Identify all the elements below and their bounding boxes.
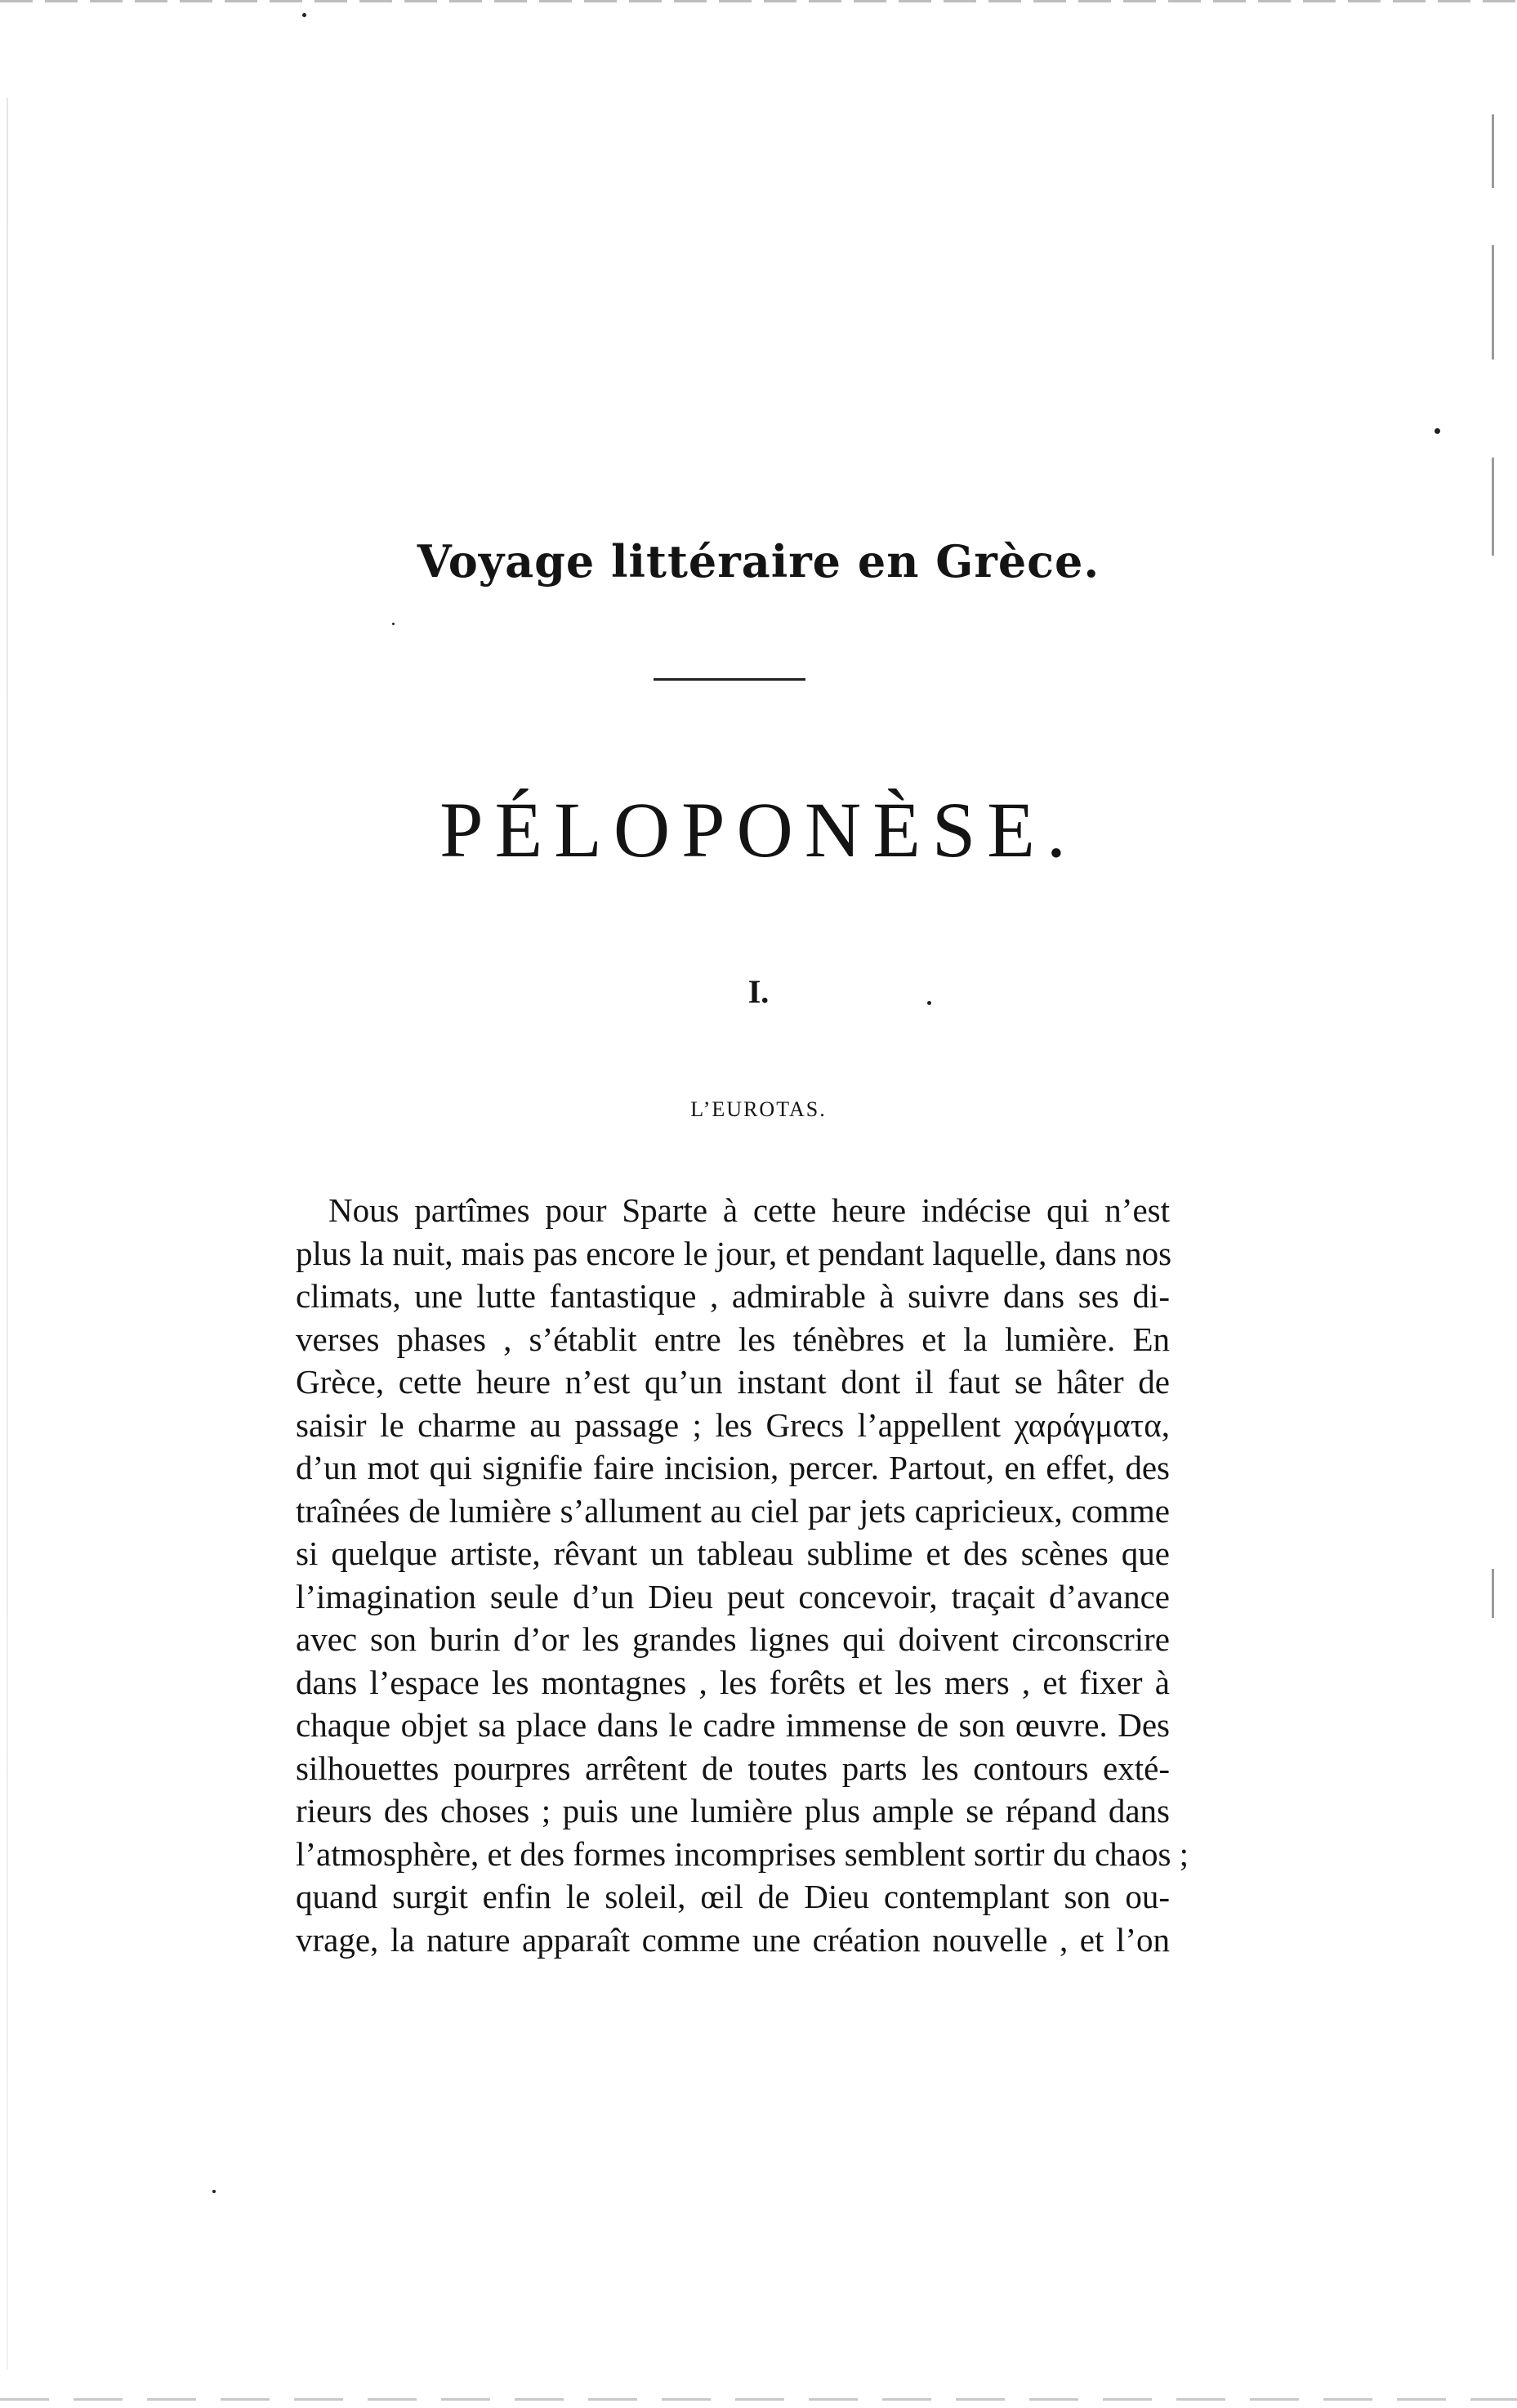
scan-speck [302,13,306,17]
text-line: verses phases , s’établit entre les ténèbres et la lumière. En [296,1320,1170,1358]
scan-speck [392,623,395,625]
text-line: d’un mot qui signifie faire incision, percer. Partout, en effet, des [296,1449,1170,1486]
text-line: climats, une lutte fantastique , admirable à suivre dans ses di- [296,1277,1170,1315]
scan-speck [212,2190,216,2193]
scan-speck [1434,428,1440,434]
scan-right-edge-mark [1492,245,1494,360]
text-line: Grèce, cette heure n’est qu’un instant dont il faut se hâter de [296,1363,1170,1401]
text-line: rieurs des choses ; puis une lumière plus ample se répand dans [296,1792,1170,1829]
text-line: l’imagination seule d’un Dieu peut concevoir, traçait d’avance [296,1577,1170,1615]
text-line: chaque objet sa place dans le cadre immense de son œuvre. Des [296,1706,1170,1744]
text-line: traînées de lumière s’allument au ciel par jets capricieux, comme [296,1491,1170,1530]
scan-top-edge [0,0,1517,2]
part-title: PÉLOPONÈSE. [439,786,1078,873]
scan-right-edge-mark [1492,114,1494,188]
running-title: Voyage littéraire en Grèce. [417,535,1100,587]
text-line: plus la nuit, mais pas encore le jour, et pendant laquelle, dans nos [296,1234,1172,1272]
chapter-title: L’EUROTAS. [690,1097,827,1121]
scan-right-edge-mark [1492,1569,1494,1618]
text-line: vrage, la nature apparaît comme une création nouvelle , et l’on [296,1920,1170,1959]
scan-bottom-edge [0,2398,1517,2401]
text-line: quand surgit enfin le soleil, œil de Dieu contemplant son ou- [296,1878,1170,1915]
text-line: saisir le charme au passage ; les Grecs l’appellent χαράγματα, [296,1405,1170,1444]
text-line: silhouettes pourpres arrêtent de toutes parts les contours exté- [296,1749,1170,1787]
text-line: dans l’espace les montagnes , les forêts et les mers , et fixer à [296,1663,1170,1701]
text-line: l’atmosphère, et des formes incomprises semblent sortir du chaos ; [296,1834,1189,1873]
scan-left-edge [7,98,8,2370]
chapter-number: I. [747,973,770,1010]
body-paragraph [296,1189,1189,1961]
text-line: Nous partîmes pour Sparte à cette heure indécise qui n’est [328,1191,1170,1229]
title-divider [654,678,805,681]
text-line: si quelque artiste, rêvant un tableau sublime et des scènes que [296,1535,1170,1572]
text-line: avec son burin d’or les grandes lignes qui doivent circonscrire [296,1620,1170,1658]
